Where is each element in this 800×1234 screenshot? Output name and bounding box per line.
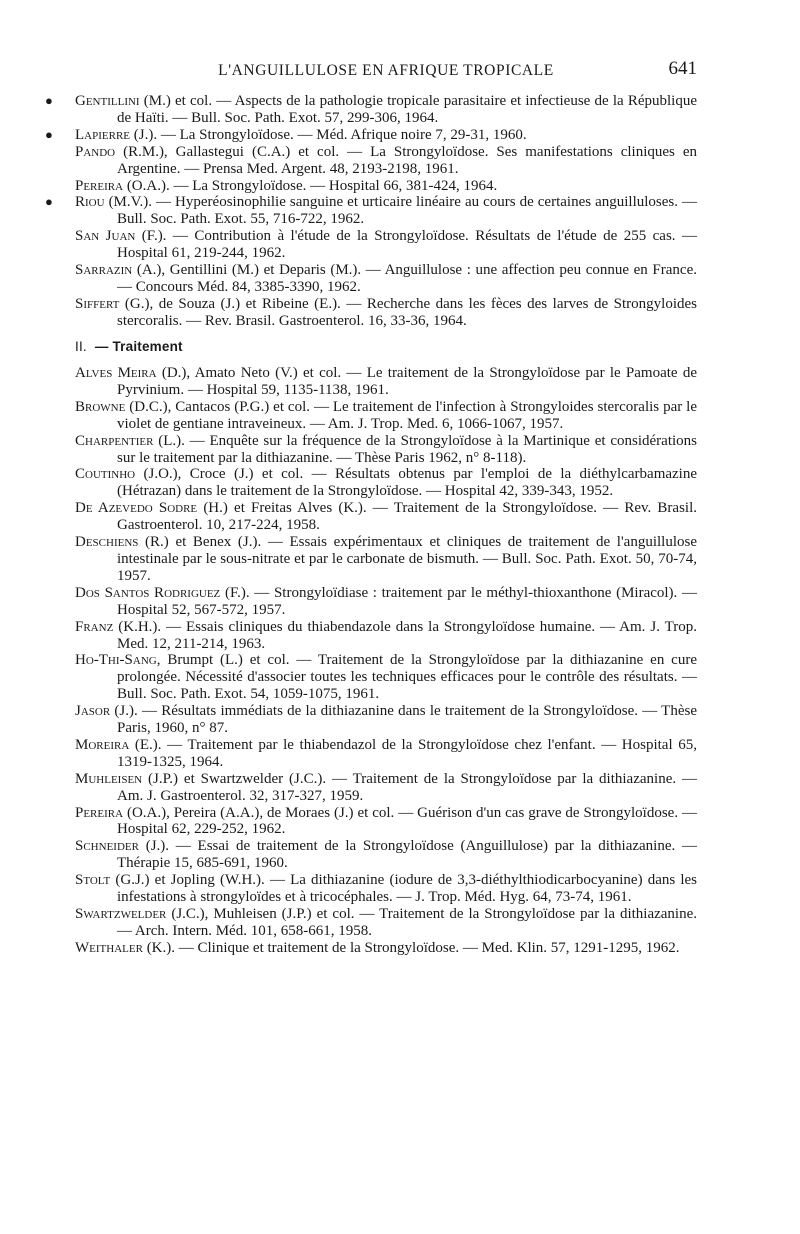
entry-author: Franz xyxy=(75,618,114,635)
entry-author: Riou xyxy=(75,194,105,211)
entry-text: (E.). — Traitement par le thiabendazol de la Strongyloïdose chez l'enfant. — Hospital 65, 1319-1325, 1964. xyxy=(117,736,697,770)
entry-text: (F.). — Contribution à l'étude de la Strongyloïdose. Résultats de l'étude de 255 cas. — Hospital 61, 219-244, 1962. xyxy=(117,228,698,262)
entry-author: Pereira xyxy=(75,177,124,194)
bibliography-entry xyxy=(75,534,697,585)
bibliography-entry xyxy=(75,365,697,399)
entry-author: Sarrazin xyxy=(75,262,133,279)
entry-text: (J.). — Essai de traitement de la Strongyloïdose (Anguillulose) par la dithiazanine. — Thérapie 15, 685-691, 1960. xyxy=(117,838,697,872)
entry-text: (L.). — Enquête sur la fréquence de la Strongyloïdose à la Martinique et considérations sur le traitement par la dithiazanine. — Thèse Paris 1962, n° 8-118). xyxy=(117,432,697,466)
entry-author: Moreira xyxy=(75,736,130,753)
bibliography-entry xyxy=(75,228,697,262)
entry-text: (F.). — Strongyloïdiase : traitement par le méthyl-thioxanthone (Miracol). — Hospital 52, 567-572, 1957. xyxy=(117,584,697,618)
entry-author: Lapierre xyxy=(75,126,130,143)
entry-text: , Brumpt (L.) et col. — Traitement de la Strongyloïdose par la dithiazanine en cure prolongée. Nécessité d'associer toutes les techniques efficaces pour le contrôle des résultats. — Bull. Soc. Path. Exot. 54, 1059-1075, 1961. xyxy=(117,652,697,703)
entry-author: Browne xyxy=(75,398,126,415)
entry-text: (H.) et Freitas Alves (K.). — Traitement de la Strongyloïdose. — Rev. Brasil. Gastroenterol. 10, 217-224, 1958. xyxy=(117,500,697,534)
entry-author: Gentillini xyxy=(75,93,140,109)
entry-author: Alves Meira xyxy=(75,365,157,381)
margin-bullet-mark: ● xyxy=(45,126,53,142)
entry-text: (K.). — Clinique et traitement de la Strongyloïdose. — Med. Klin. 57, 1291-1295, 1962. xyxy=(142,939,680,956)
entry-author: Pereira xyxy=(75,804,124,821)
bibliography-entry xyxy=(75,296,697,330)
entry-text: (J.C.), Muhleisen (J.P.) et col. — Traitement de la Strongyloïdose par la dithiazanine. — Arch. Intern. Méd. 101, 658-661, 1958. xyxy=(117,906,697,939)
entry-text: (D.C.), Cantacos (P.G.) et col. — Le traitement de l'infection à Strongyloides stercoralis par le violet de gentiane intraveineux. — Am. J. Trop. Med. 6, 1066-1067, 1957. xyxy=(117,398,697,432)
entry-text: (G.), de Souza (J.) et Ribeine (E.). — Recherche dans les fèces des larves de Strongyloides stercoralis. — Rev. Brasil. Gastroenterol. 16, 33-36, 1964. xyxy=(117,295,697,329)
entry-text: (R.) et Benex (J.). — Essais expérimentaux et cliniques de traitement de l'anguillulose intestinale par le sous-nitrate et par le carbonate de bismuth. — Bull. Soc. Path. Exot. 50, 70-74, 1957. xyxy=(117,534,697,584)
bibliography-entry xyxy=(75,178,697,195)
section-title: Traitement xyxy=(112,339,183,354)
entry-text: (M.) et col. — Aspects de la pathologie tropicale parasitaire et infectieuse de la République de Haïti. — Bull. Soc. Path. Exot. 57, 299-306, 1964. xyxy=(117,93,697,126)
bibliography-entry xyxy=(75,144,697,178)
entry-text: (J.). — Résultats immédiats de la dithiazanine dans le traitement de la Strongyloïdose. — Thèse Paris, 1960, n° 87. xyxy=(110,703,697,737)
entry-text: (J.O.), Croce (J.) et col. — Résultats obtenus par l'emploi de la diéthylcarbamazine (Hétrazan) dans le traitement de la Strongyloïdose. — Hospital 42, 339-343, 1952. xyxy=(117,466,697,500)
bibliography-entry xyxy=(75,838,697,872)
bibliography-entry xyxy=(75,703,697,737)
entry-author: Ho-Thi-Sang xyxy=(75,652,157,669)
entry-author: Muhleisen xyxy=(75,770,143,787)
page-number: 641 xyxy=(668,58,697,79)
entry-author: Weithaler xyxy=(75,939,143,956)
entry-author: Pando xyxy=(75,143,116,160)
entry-text: (D.), Amato Neto (V.) et col. — Le traitement de la Strongyloïdose par le Pamoate de Pyrvinium. — Hospital 59, 1135-1138, 1961. xyxy=(117,365,698,398)
bibliography-entry xyxy=(75,771,697,805)
bibliography-entry xyxy=(75,619,697,653)
entry-author: De Azevedo Sodre xyxy=(75,500,198,517)
bibliography-part-2 xyxy=(75,365,697,957)
bibliography-entry xyxy=(45,194,697,228)
entry-text: (K.H.). — Essais cliniques du thiabendazole dans la Strongyloïdose humaine. — Am. J. Trop. Med. 12, 211-214, 1963. xyxy=(113,618,697,652)
bibliography-entry xyxy=(75,872,697,906)
entry-author: Swartzwelder xyxy=(75,906,167,922)
entry-author: Deschiens xyxy=(75,534,139,551)
section-number: II. xyxy=(75,339,87,354)
entry-text: (J.). — La Strongyloïdose. — Méd. Afrique noire 7, 29-31, 1960. xyxy=(130,126,527,143)
entry-author: San Juan xyxy=(75,228,136,245)
running-title: L'ANGUILLULOSE EN AFRIQUE TROPICALE xyxy=(218,62,554,79)
entry-author: Jasor xyxy=(75,703,111,720)
page-header xyxy=(75,58,697,84)
entry-text: (R.M.), Gallastegui (C.A.) et col. — La Strongyloïdose. Ses manifestations cliniques en Argentine. — Prensa Med. Argent. 48, 2193-2198, 1961. xyxy=(115,143,697,177)
entry-author: Schneider xyxy=(75,838,139,855)
bibliography-entry xyxy=(75,737,697,771)
bibliography-entry xyxy=(75,906,697,940)
entry-text: (G.J.) et Jopling (W.H.). — La dithiazanine (iodure de 3,3-diéthylthiodicarbocyanine) dans les infestations à strongyloïdes et à tricocéphales. — J. Trop. Méd. Hyg. 64, 73-74, 1961. xyxy=(110,872,697,906)
entry-text: (O.A.), Pereira (A.A.), de Moraes (J.) et col. — Guérison d'un cas grave de Strongyloïdose. — Hospital 62, 229-252, 1962. xyxy=(117,804,697,838)
bibliography-entry xyxy=(45,126,697,144)
entry-author: Coutinho xyxy=(75,466,136,483)
bibliography-entry xyxy=(75,652,697,703)
margin-bullet-mark: ● xyxy=(45,194,53,210)
entry-text: (O.A.). — La Strongyloïdose. — Hospital 66, 381-424, 1964. xyxy=(123,177,498,194)
bibliography-entry xyxy=(75,940,697,957)
bibliography-entry xyxy=(75,585,697,619)
margin-bullet-mark: ● xyxy=(45,93,53,108)
entry-text: (A.), Gentillini (M.) et Deparis (M.). — Anguillulose : une affection peu connue en France. — Concours Méd. 84, 3385-3390, 1962. xyxy=(117,262,697,295)
entry-author: Siffert xyxy=(75,295,120,312)
bibliography-entry xyxy=(45,93,697,127)
section-dash: — xyxy=(94,339,109,354)
bibliography-entry xyxy=(75,262,697,296)
entry-text: (J.P.) et Swartzwelder (J.C.). — Traitement de la Strongyloïdose par la dithiazanine. — Am. J. Gastroenterol. 32, 317-327, 1959. xyxy=(117,770,697,804)
bibliography-entry xyxy=(75,433,697,467)
entry-author: Stolt xyxy=(75,872,111,889)
bibliography-entry xyxy=(75,466,697,500)
bibliography-entry xyxy=(75,500,697,534)
bibliography-entry xyxy=(75,399,697,433)
bibliography-part-1 xyxy=(45,93,698,330)
entry-author: Dos Santos Rodriguez xyxy=(75,584,221,601)
entry-author: Charpentier xyxy=(75,432,154,449)
bibliography-entry xyxy=(75,805,697,839)
entry-text: (M.V.). — Hyperéosinophilie sanguine et urticaire linéaire au cours de certaines anguilluloses. — Bull. Soc. Path. Exot. 55, 716-722, 1962. xyxy=(104,194,697,228)
section-heading xyxy=(75,339,183,354)
